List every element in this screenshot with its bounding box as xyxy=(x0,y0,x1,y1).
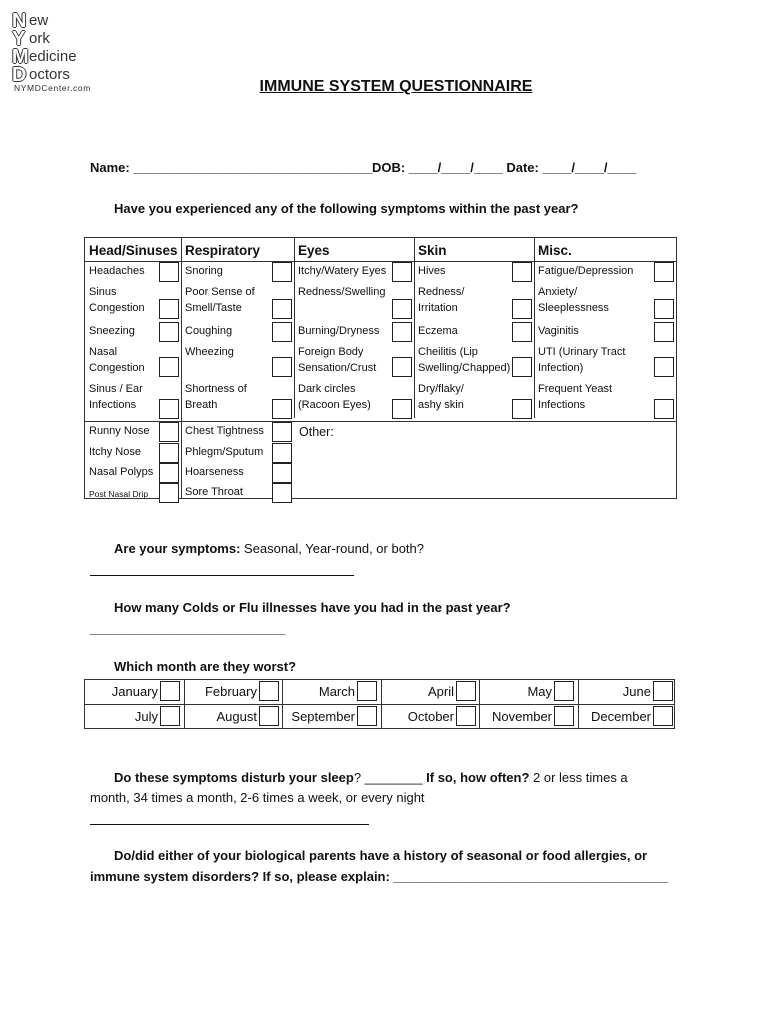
month-checkbox[interactable] xyxy=(357,681,377,701)
name-dob-date-line[interactable]: Name: _________________________________DOB: ____/____/____ Date: ____/____/____ xyxy=(90,160,637,175)
symptom-checkbox[interactable] xyxy=(159,483,179,503)
symptom-checkbox[interactable] xyxy=(392,299,412,319)
symptom-label: Runny Nose xyxy=(89,425,150,437)
symptom-checkbox[interactable] xyxy=(159,262,179,282)
symptom-label: Eczema xyxy=(418,325,458,337)
symptom-checkbox[interactable] xyxy=(272,299,292,319)
page-title: IMMUNE SYSTEM QUESTIONNAIRE xyxy=(259,78,533,95)
month-label: March xyxy=(318,684,355,699)
table-divider xyxy=(294,238,295,418)
symptom-label: Shortness of Breath xyxy=(185,383,247,411)
symptom-checkbox[interactable] xyxy=(272,422,292,442)
symptom-checkbox[interactable] xyxy=(654,357,674,377)
symptom-checkbox[interactable] xyxy=(654,299,674,319)
logo-word: ew xyxy=(29,12,49,29)
symptom-label: Frequent Yeast Infections xyxy=(538,383,613,411)
symptom-label: Itchy Nose xyxy=(89,446,141,458)
worst-month-question: Which month are they worst? xyxy=(114,659,297,674)
symptom-label: Dry/flaky/ ashy skin xyxy=(418,383,464,411)
column-header-head-sinuses: Head/Sinuses xyxy=(89,243,178,258)
symptom-label: Anxiety/ Sleeplessness xyxy=(538,286,609,314)
symptom-checkbox[interactable] xyxy=(512,322,532,342)
symptom-label: Sore Throat xyxy=(185,486,243,498)
symptom-label: Dark circles (Racoon Eyes) xyxy=(298,383,371,411)
symptom-checkbox[interactable] xyxy=(272,483,292,503)
symptom-checkbox[interactable] xyxy=(272,443,292,463)
symptom-label: Redness/ Irritation xyxy=(418,286,465,314)
symptoms-season-options: Seasonal, Year-round, or both? xyxy=(240,541,425,556)
symptom-label: Sneezing xyxy=(89,325,135,337)
month-checkbox[interactable] xyxy=(160,681,180,701)
symptom-label: Vaginitis xyxy=(538,325,579,337)
symptom-label: Nasal Polyps xyxy=(89,466,154,478)
symptom-label: Nasal Congestion xyxy=(89,346,145,374)
sleep-question xyxy=(114,770,628,785)
month-checkbox[interactable] xyxy=(357,706,377,726)
month-checkbox[interactable] xyxy=(554,681,574,701)
month-checkbox[interactable] xyxy=(653,681,673,701)
colds-answer-blank[interactable]: ___________________________ xyxy=(90,621,286,636)
symptom-checkbox[interactable] xyxy=(272,463,292,483)
symptom-checkbox[interactable] xyxy=(159,299,179,319)
month-label: May xyxy=(527,684,552,699)
month-label: January xyxy=(111,684,158,699)
sleep-frequency-label: If so, how often? xyxy=(426,770,530,785)
symptom-label: Cheilitis (Lip Swelling/Chapped) xyxy=(418,346,511,374)
month-label: August xyxy=(216,709,257,724)
symptom-checkbox[interactable] xyxy=(512,399,532,419)
sleep-answer-blank[interactable]: ? ________ xyxy=(353,770,427,785)
column-header-eyes: Eyes xyxy=(298,243,330,258)
months-table xyxy=(84,679,675,729)
table-divider xyxy=(181,238,182,498)
month-label: September xyxy=(291,709,355,724)
symptom-label: Post Nasal Drip xyxy=(89,489,149,499)
symptom-label: Coughing xyxy=(185,325,233,337)
symptom-label: Sinus / Ear Infections xyxy=(89,383,143,411)
month-checkbox[interactable] xyxy=(456,681,476,701)
month-checkbox[interactable] xyxy=(554,706,574,726)
symptom-label: UTI (Urinary Tract Infection) xyxy=(538,346,626,374)
sleep-frequency-options: 2 or less times a xyxy=(529,770,628,785)
symptom-label: Phlegm/Sputum xyxy=(185,446,264,458)
sleep-frequency-options-2: month, 34 times a month, 2-6 times a week, or every night xyxy=(90,790,425,805)
month-label: October xyxy=(407,709,454,724)
logo-word: ork xyxy=(29,30,50,47)
other-label: Other: xyxy=(299,425,334,439)
symptom-checkbox[interactable] xyxy=(272,322,292,342)
symptom-label: Poor Sense of Smell/Taste xyxy=(185,286,255,314)
symptoms-season-answer-line[interactable] xyxy=(90,575,354,576)
symptom-label: Redness/Swelling xyxy=(298,286,386,298)
symptom-checkbox[interactable] xyxy=(654,399,674,419)
symptom-checkbox[interactable] xyxy=(512,357,532,377)
sleep-question-label: Do these symptoms disturb your sleep xyxy=(114,770,354,785)
symptoms-season-label: Are your symptoms: xyxy=(114,541,241,556)
column-header-skin: Skin xyxy=(418,243,447,258)
month-checkbox[interactable] xyxy=(653,706,673,726)
month-label: February xyxy=(204,684,257,699)
month-checkbox[interactable] xyxy=(456,706,476,726)
symptom-label: Headaches xyxy=(89,265,145,277)
colds-question: How many Colds or Flu illnesses have you had in the past year? xyxy=(114,600,511,615)
logo-letter: M xyxy=(12,46,29,68)
month-label: December xyxy=(591,709,651,724)
symptom-checkbox[interactable] xyxy=(159,463,179,483)
other-answer-area[interactable] xyxy=(295,443,675,493)
symptom-label: Fatigue/Depression xyxy=(538,265,634,277)
symptoms-season-question xyxy=(114,541,424,556)
parents-question-line1: Do/did either of your biological parents have a history of seasonal or food allergies, or xyxy=(114,848,648,863)
symptom-checkbox[interactable] xyxy=(272,357,292,377)
symptom-checkbox[interactable] xyxy=(159,357,179,377)
column-header-respiratory: Respiratory xyxy=(185,243,261,258)
symptom-question: Have you experienced any of the following symptoms within the past year? xyxy=(114,201,579,216)
symptom-checkbox[interactable] xyxy=(272,399,292,419)
table-divider xyxy=(414,238,415,418)
symptom-label: Hives xyxy=(418,265,446,277)
symptom-label: Foreign Body Sensation/Crust xyxy=(298,346,377,374)
symptoms-table xyxy=(84,237,677,499)
symptom-label: Chest Tightness xyxy=(185,425,264,437)
symptom-label: Itchy/Watery Eyes xyxy=(298,265,387,277)
symptom-label: Snoring xyxy=(185,265,223,277)
symptom-checkbox[interactable] xyxy=(512,299,532,319)
table-divider xyxy=(534,238,535,418)
logo-letter: D xyxy=(12,64,27,86)
symptom-label: Wheezing xyxy=(185,346,234,358)
symptom-label: Sinus Congestion xyxy=(89,286,145,314)
symptom-checkbox[interactable] xyxy=(159,399,179,419)
symptom-label: Burning/Dryness xyxy=(298,325,380,337)
table-divider xyxy=(85,704,674,705)
symptom-checkbox[interactable] xyxy=(654,322,674,342)
month-checkbox[interactable] xyxy=(259,706,279,726)
month-label: July xyxy=(134,709,158,724)
symptom-checkbox[interactable] xyxy=(512,262,532,282)
parents-question-line2[interactable]: immune system disorders? If so, please explain: ______________________________________ xyxy=(90,869,669,884)
symptom-checkbox[interactable] xyxy=(159,322,179,342)
month-label: November xyxy=(492,709,552,724)
symptom-checkbox[interactable] xyxy=(272,262,292,282)
month-label: June xyxy=(622,684,651,699)
logo-word: octors xyxy=(29,66,70,83)
sleep-answer-line[interactable] xyxy=(90,824,369,825)
month-checkbox[interactable] xyxy=(259,681,279,701)
column-header-misc: Misc. xyxy=(538,243,572,258)
month-checkbox[interactable] xyxy=(160,706,180,726)
symptom-checkbox[interactable] xyxy=(392,399,412,419)
symptom-checkbox[interactable] xyxy=(159,443,179,463)
logo-word: edicine xyxy=(29,48,77,65)
logo-letter: N xyxy=(12,10,27,32)
logo-website: NYMDCenter.com xyxy=(14,83,91,93)
logo-letter: Y xyxy=(12,28,26,50)
symptom-checkbox[interactable] xyxy=(392,322,412,342)
symptom-checkbox[interactable] xyxy=(159,422,179,442)
symptom-checkbox[interactable] xyxy=(392,357,412,377)
month-label: April xyxy=(427,684,454,699)
symptom-checkbox[interactable] xyxy=(654,262,674,282)
symptom-checkbox[interactable] xyxy=(392,262,412,282)
symptom-label: Hoarseness xyxy=(185,466,244,478)
